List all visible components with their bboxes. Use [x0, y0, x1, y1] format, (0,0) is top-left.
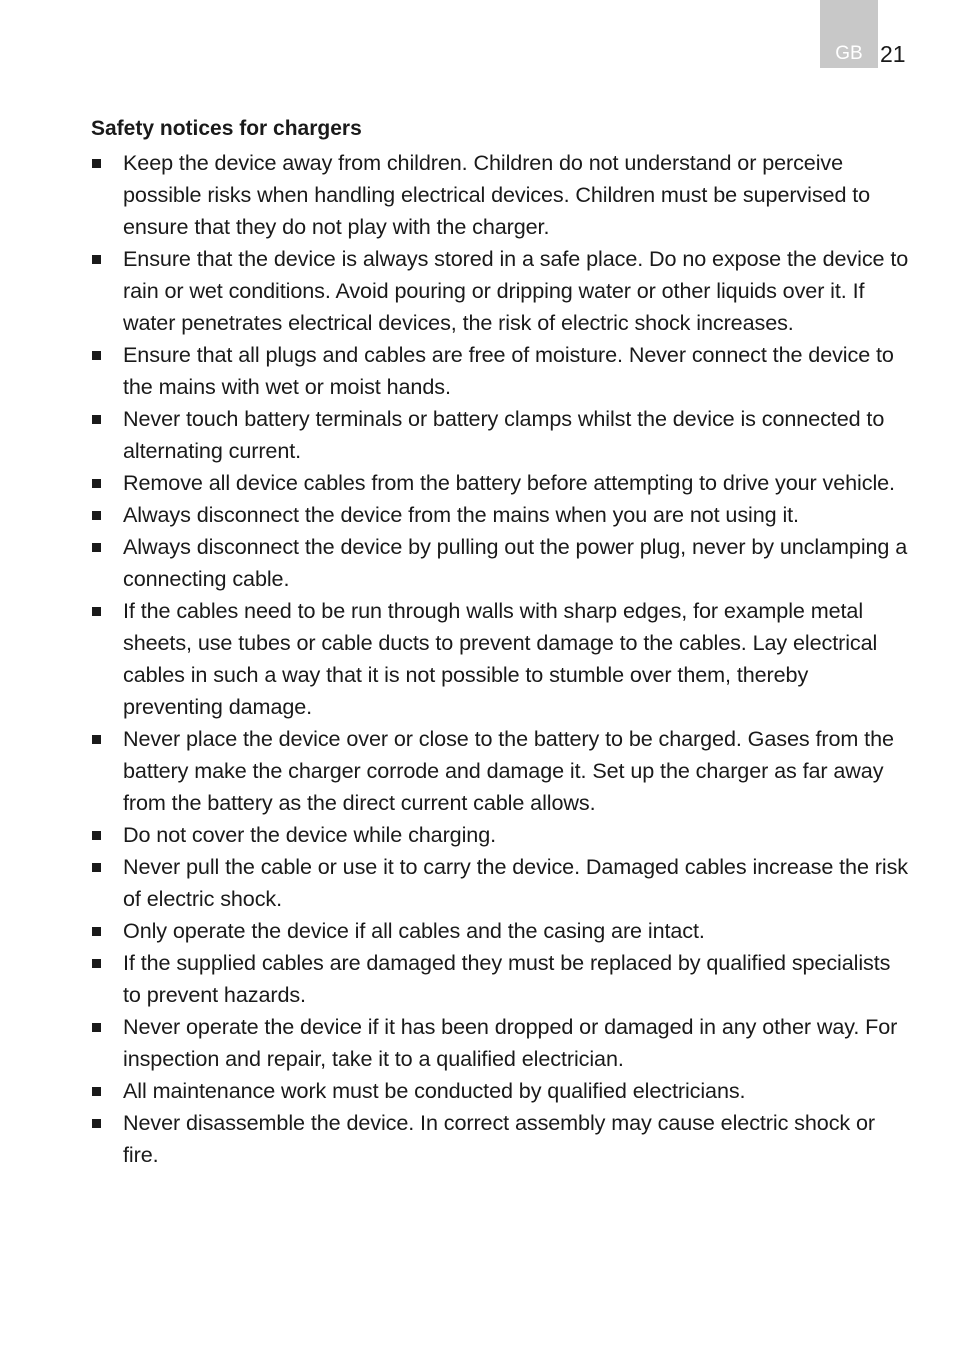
list-item-text: Do not cover the device while charging. — [123, 822, 496, 847]
list-item-text: Always disconnect the device by pulling out the power plug, never by unclamping a connecting cable. — [123, 534, 908, 591]
list-item — [91, 243, 913, 339]
list-item-text: Never pull the cable or use it to carry the device. Damaged cables increase the risk of electric shock. — [123, 854, 908, 911]
square-bullet-icon — [92, 543, 101, 552]
list-item-text: Never place the device over or close to the battery to be charged. Gases from the battery make the charger corrode and damage it. Set up the charger as far away from the battery as the direct current cable allows. — [123, 726, 894, 815]
list-item — [91, 723, 913, 819]
square-bullet-icon — [92, 831, 101, 840]
square-bullet-icon — [92, 255, 101, 264]
list-item — [91, 947, 913, 1011]
list-item — [91, 403, 913, 467]
list-item — [91, 147, 913, 243]
square-bullet-icon — [92, 1119, 101, 1128]
list-item-text: Ensure that the device is always stored in a safe place. Do no expose the device to rain or wet conditions. Avoid pouring or dripping water or other liquids over it. If water penetrates electrical devices, the risk of electric shock increases. — [123, 246, 909, 335]
language-tab — [820, 0, 878, 68]
square-bullet-icon — [92, 511, 101, 520]
list-item-text: Never disassemble the device. In correct assembly may cause electric shock or fire. — [123, 1110, 875, 1167]
list-item-text: If the cables need to be run through walls with sharp edges, for example metal sheets, use tubes or cable ducts to prevent damage to the cables. Lay electrical cables in such a way that it is not possible to stumble over them, thereby preventing damage. — [123, 598, 878, 719]
list-item — [91, 531, 913, 595]
square-bullet-icon — [92, 479, 101, 488]
list-item — [91, 339, 913, 403]
page-content — [91, 115, 913, 1171]
list-item — [91, 1107, 913, 1171]
list-item-text: Never operate the device if it has been dropped or damaged in any other way. For inspection and repair, take it to a qualified electrician. — [123, 1014, 898, 1071]
list-item — [91, 915, 913, 947]
list-item — [91, 851, 913, 915]
list-item — [91, 1011, 913, 1075]
list-item-text: Keep the device away from children. Children do not understand or perceive possible risks when handling electrical devices. Children must be supervised to ensure that they do not play with the charger. — [123, 150, 871, 239]
list-item-text: Remove all device cables from the battery before attempting to drive your vehicle. — [123, 470, 895, 495]
list-item-text: If the supplied cables are damaged they must be replaced by qualified specialists to prevent hazards. — [123, 950, 891, 1007]
list-item — [91, 595, 913, 723]
section-title: Safety notices for chargers — [91, 117, 362, 140]
square-bullet-icon — [92, 927, 101, 936]
square-bullet-icon — [92, 1023, 101, 1032]
list-item-text: All maintenance work must be conducted by qualified electricians. — [123, 1078, 746, 1103]
list-item-text: Always disconnect the device from the mains when you are not using it. — [123, 502, 799, 527]
square-bullet-icon — [92, 159, 101, 168]
square-bullet-icon — [92, 607, 101, 616]
square-bullet-icon — [92, 959, 101, 968]
list-item — [91, 1075, 913, 1107]
list-item-text: Ensure that all plugs and cables are free of moisture. Never connect the device to the mains with wet or moist hands. — [123, 342, 894, 399]
safety-notice-list — [91, 147, 913, 1171]
square-bullet-icon — [92, 1087, 101, 1096]
list-item-text: Never touch battery terminals or battery clamps whilst the device is connected to alternating current. — [123, 406, 885, 463]
language-label: GB — [835, 43, 863, 64]
page-number: 21 — [880, 41, 906, 67]
list-item — [91, 819, 913, 851]
square-bullet-icon — [92, 415, 101, 424]
square-bullet-icon — [92, 863, 101, 872]
list-item — [91, 499, 913, 531]
square-bullet-icon — [92, 735, 101, 744]
square-bullet-icon — [92, 351, 101, 360]
list-item — [91, 467, 913, 499]
list-item-text: Only operate the device if all cables and the casing are intact. — [123, 918, 705, 943]
